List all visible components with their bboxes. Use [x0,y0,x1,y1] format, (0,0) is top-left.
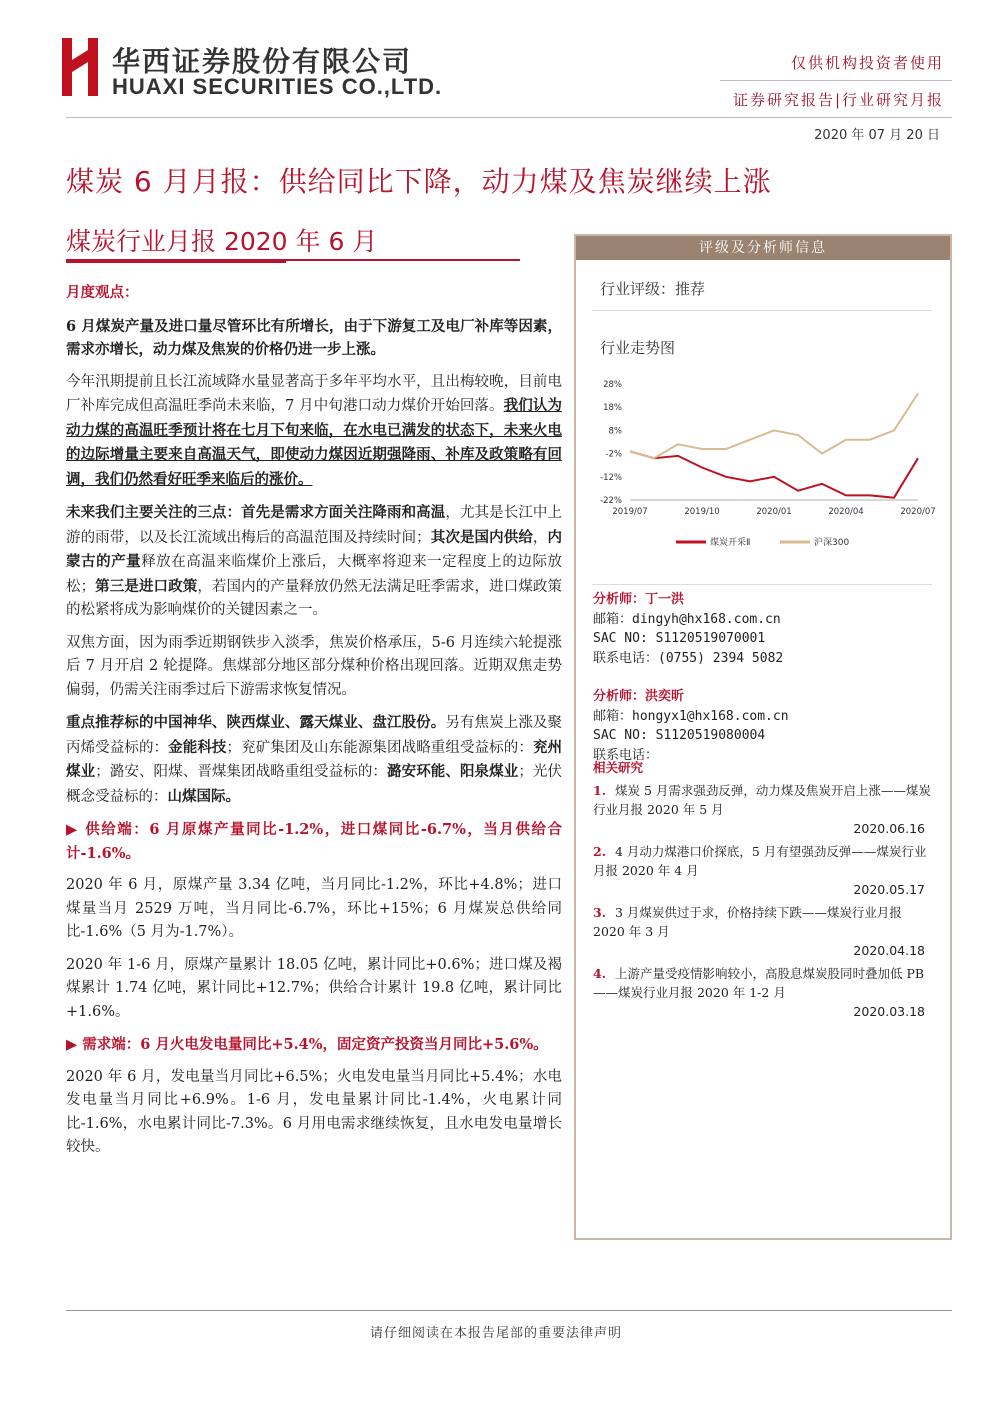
analyst-1-email[interactable]: 邮箱：dingyh@hx168.com.cn [593,611,781,627]
paragraph-coke: 双焦方面，因为雨季近期钢铁步入淡季，焦炭价格承压，5-6 月连续六轮提涨后 7 月开启 2 轮提降。焦煤部分地区部分煤种价格出现回落。近期双焦走势偏弱，仍需关注雨季过后下游需求恢复情况。 [66,634,562,698]
x-tick-label: 2020/01 [756,507,792,517]
paragraph-supply-ytd: 2020 年 1-6 月，原煤产量累计 18.05 亿吨，累计同比+0.6%；进口煤及褐煤累计 1.74 亿吨，累计同比+12.7%；供给合计累计 19.8 亿吨，累计同比+1.6%。 [66,956,562,1020]
analyst-1-sac: SAC NO: S1120519070001 [593,631,766,646]
analyst-1-name: 分析师：丁一洪 [593,592,685,607]
x-tick-label: 2019/10 [684,507,720,517]
y-tick-label: 18% [603,403,622,414]
related-title: 相关研究 [593,760,644,775]
company-name-cn: 华西证券股份有限公司 [112,45,413,78]
paragraph-picks: 重点推荐标的中国神华、陕西煤业、露天煤业、盘江股份。另有焦炭上涨及聚丙烯受益标的：金能科技；兖矿集团及山东能源集团战略重组受益标的：兖州煤业；潞安、阳煤、晋煤集团战略重组受益标的：潞安环能、阳泉煤业；光伏概念受益标的：山煤国际。 [66,714,563,805]
analyst-1 [593,590,933,668]
analyst-2-name: 分析师：洪奕昕 [593,689,685,704]
report-date: 2020 年 07 月 20 日 [814,128,940,143]
paragraph-supply-june: 2020 年 6 月，原煤产量 3.34 亿吨，当月同比-1.2%，环比+4.8%；进口煤量当月 2529 万吨，当月同比-6.7%，环比+15%；6 月煤炭总供给同比-1.6%（5 月为-1.7%）。 [66,877,562,940]
analyst-2-phone: 联系电话： [593,747,659,763]
section-title: 月度观点： [66,284,139,301]
huaxi-logo-icon [62,38,98,96]
rating-divider [592,310,932,311]
paragraph-focus: 未来我们主要关注的三点：首先是需求方面关注降雨和高温，尤其是长江中上游的雨带，以及长江流域出梅后的高温范围及持续时间；其次是国内供给，内蒙古的产量释放在高温来临煤价上涨后，大概率将迎来一定程度上的边际放松；第三是进口政策，若国内的产量释放仍然无法满足旺季需求，进口煤政策的松紧将成为影响煤价的关键因素之一。 [66,504,563,618]
header-bottom-divider [66,117,952,118]
company-name-en: HUAXI SECURITIES CO.,LTD. [112,74,443,99]
analyst-2-sac: SAC NO: S1120519080004 [593,728,766,743]
x-tick-label: 2020/04 [828,507,864,517]
report-subtitle: 煤炭行业月报 2020 年 6 月 [66,227,378,256]
analyst-2-email[interactable]: 邮箱：hongyx1@hx168.com.cn [593,708,789,724]
header-divider [720,80,952,81]
x-tick-label: 2019/07 [612,507,648,517]
analyst-2 [593,687,933,765]
series-line [630,451,918,497]
industry-trend-chart [596,372,940,582]
footer-divider [66,1310,952,1311]
audience-note: 仅供机构投资者使用 [790,54,944,72]
y-tick-label: 8% [608,426,622,437]
related-item[interactable]: 3. 3 月煤炭供过于求，价格持续下跌——煤炭行业月报 2020 年 3 月 2020.04.18 [593,905,925,958]
report-type: 证券研究报告|行业研究月报 [732,91,944,109]
y-tick-label: 28% [603,380,622,390]
sidebar-header: 评级及分析师信息 [576,236,950,260]
x-tick-label: 2020/07 [900,507,936,517]
chart-divider [592,584,932,585]
demand-heading: ▶ 需求端：6 月火电发电量同比+5.4%，固定资产投资当月同比+5.6%。 [66,1036,548,1053]
footer-disclaimer: 请仔细阅读在本报告尾部的重要法律声明 [369,1326,622,1341]
y-tick-label: -2% [605,449,622,460]
related-item[interactable]: 1. 煤炭 5 月需求强劲反弹，动力煤及焦炭开启上涨——煤炭行业月报 2020 年 5 月 2020.06.16 [593,783,931,836]
report-title: 煤炭 6 月月报：供给同比下降，动力煤及焦炭继续上涨 [66,165,772,198]
y-tick-label: -22% [600,496,622,506]
main-body [66,281,562,1169]
related-item[interactable]: 4. 上游产量受疫情影响较小，高股息煤炭股同时叠加低 PB——煤炭行业月报 2020 年 1-2 月 2020.03.18 [593,966,925,1019]
summary-paragraph: 6 月煤炭产量及进口量尽管环比有所增长，由于下游复工及电厂补库等因素，需求亦增长，动力煤及焦炭的价格仍进一步上涨。 [66,317,562,358]
related-item[interactable]: 2. 4 月动力煤港口价探底，5 月有望强劲反弹——煤炭行业月报 2020 年 4 月 2020.05.17 [593,844,927,897]
analyst-1-phone: 联系电话：(0755) 2394 5082 [593,650,784,666]
trend-title: 行业走势图 [600,339,676,357]
legend-label: 煤炭开采Ⅱ [710,538,751,548]
legend-label: 沪深300 [814,538,850,548]
y-tick-label: -12% [600,472,622,483]
paragraph-weather: 今年汛期提前且长江流域降水量显著高于多年平均水平，且出梅较晚，目前电厂补库完成但高温旺季尚未来临，7 月中旬港口动力煤价开始回落。我们认为动力煤的高温旺季预计将在七月下旬来临，在水电已满发的状态下，未来火电的边际增量主要来自高温天气，即使动力煤因近期强降雨、补库及政策略有回调，我们仍然看好旺季来临后的涨价。 [66,373,562,488]
paragraph-demand: 2020 年 6 月，发电量当月同比+6.5%；火电发电量当月同比+5.4%；水电发电量当月同比+6.9%。1-6 月，发电量累计同比-1.4%，火电累计同比-1.6%，水电累计同比-7.3%。6 月用电需求继续恢复，且水电发电量增长较快。 [66,1068,562,1155]
subtitle-underline-accent [66,259,286,263]
industry-rating: 行业评级：推荐 [600,280,706,298]
supply-heading: ▶ 供给端：6 月原煤产量同比-1.2%，进口煤同比-6.7%，当月供给合计-1.6%。 [66,821,562,862]
series-line [630,393,918,458]
related-research [593,758,933,1025]
